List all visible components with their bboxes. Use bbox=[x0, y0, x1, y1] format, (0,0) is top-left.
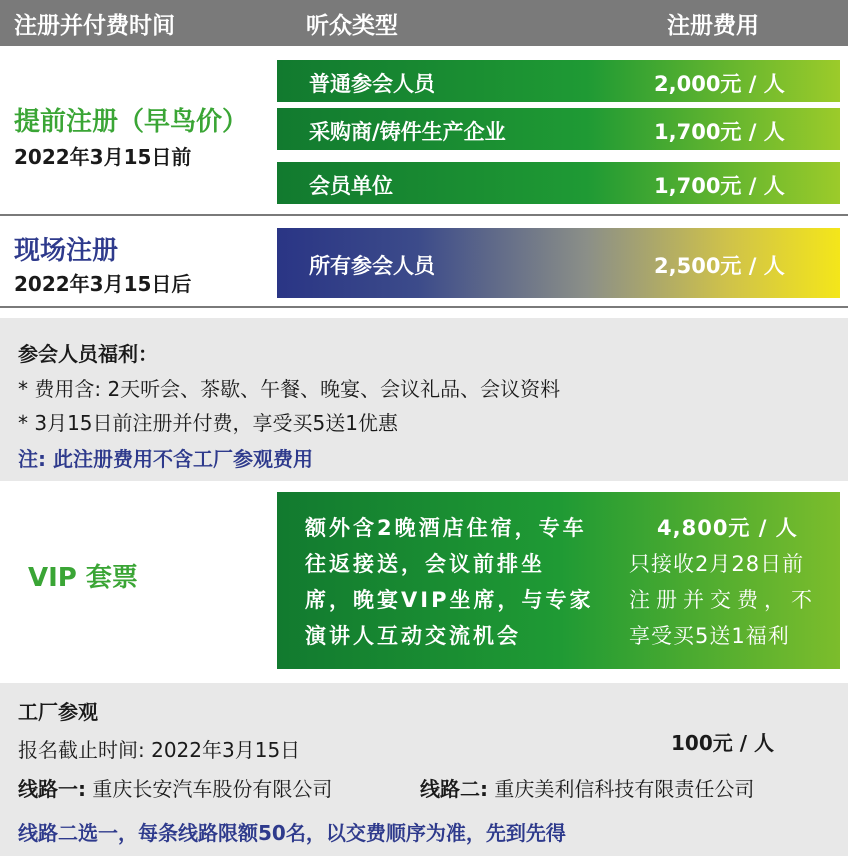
onsite-registration-date: 2022年3月15日后 bbox=[14, 272, 192, 296]
vip-terms-line: 享受买5送1福利 bbox=[629, 624, 790, 648]
factory-visit-price: 100元 / 人 bbox=[671, 731, 774, 755]
fee-row-buyer bbox=[277, 108, 840, 150]
vip-description-line: 演讲人互动交流机会 bbox=[305, 624, 521, 648]
vip-description-line: 席，晚宴VIP坐席，与专家 bbox=[305, 588, 594, 612]
fee-row-general bbox=[277, 60, 840, 102]
fee-row-price: 2,500元 / 人 bbox=[654, 254, 785, 278]
benefits-title: 参会人员福利： bbox=[18, 342, 158, 366]
fee-row-label: 所有参会人员 bbox=[309, 254, 435, 278]
vip-title: VIP 套票 bbox=[28, 563, 138, 593]
header-registration-fee: 注册费用 bbox=[667, 13, 759, 39]
early-registration-title: 提前注册（早鸟价） bbox=[14, 107, 249, 137]
fee-row-label: 采购商/铸件生产企业 bbox=[309, 120, 506, 144]
benefits-panel bbox=[0, 318, 848, 481]
factory-visit-note: 线路二选一，每条线路限额50名，以交费顺序为准，先到先得 bbox=[18, 821, 566, 845]
header-registration-time: 注册并付费时间 bbox=[14, 13, 175, 39]
section-divider bbox=[0, 306, 848, 308]
section-divider bbox=[0, 214, 848, 216]
fee-row-label: 会员单位 bbox=[309, 174, 393, 198]
route-two-label: 线路二: bbox=[420, 777, 488, 801]
route-two-name: 重庆美利信科技有限责任公司 bbox=[494, 777, 755, 801]
route-one-name: 重庆长安汽车股份有限公司 bbox=[92, 777, 333, 801]
route-one bbox=[18, 773, 332, 802]
benefits-item: * 费用含: 2天听会、茶歇、午餐、晚宴、会议礼品、会议资料 bbox=[18, 377, 561, 401]
vip-terms-line: 注册并交费，不 bbox=[629, 588, 818, 612]
fee-row-member bbox=[277, 162, 840, 204]
vip-terms-line: 只接收2月28日前 bbox=[629, 552, 805, 576]
vip-price: 4,800元 / 人 bbox=[657, 516, 798, 540]
fee-row-label: 普通参会人员 bbox=[309, 72, 435, 96]
factory-visit-deadline: 报名截止时间: 2022年3月15日 bbox=[18, 738, 301, 762]
benefits-item: * 3月15日前注册并付费，享受买5送1优惠 bbox=[18, 411, 398, 435]
fee-row-price: 2,000元 / 人 bbox=[654, 72, 785, 96]
onsite-registration-title: 现场注册 bbox=[14, 236, 119, 266]
route-two bbox=[420, 773, 754, 802]
vip-description-line: 往返接送，会议前排坐 bbox=[305, 552, 545, 576]
table-header bbox=[0, 0, 848, 46]
vip-description-line: 额外含2晚酒店住宿，专车 bbox=[305, 516, 587, 540]
factory-visit-title: 工厂参观 bbox=[18, 700, 98, 724]
fee-row-all bbox=[277, 228, 840, 298]
header-audience-type: 听众类型 bbox=[306, 13, 398, 39]
factory-visit-panel bbox=[0, 683, 848, 856]
vip-package-box bbox=[277, 492, 840, 669]
fee-row-price: 1,700元 / 人 bbox=[654, 174, 785, 198]
route-one-label: 线路一: bbox=[18, 777, 86, 801]
fee-row-price: 1,700元 / 人 bbox=[654, 120, 785, 144]
benefits-note: 注: 此注册费用不含工厂参观费用 bbox=[18, 447, 313, 471]
early-registration-date: 2022年3月15日前 bbox=[14, 145, 192, 169]
